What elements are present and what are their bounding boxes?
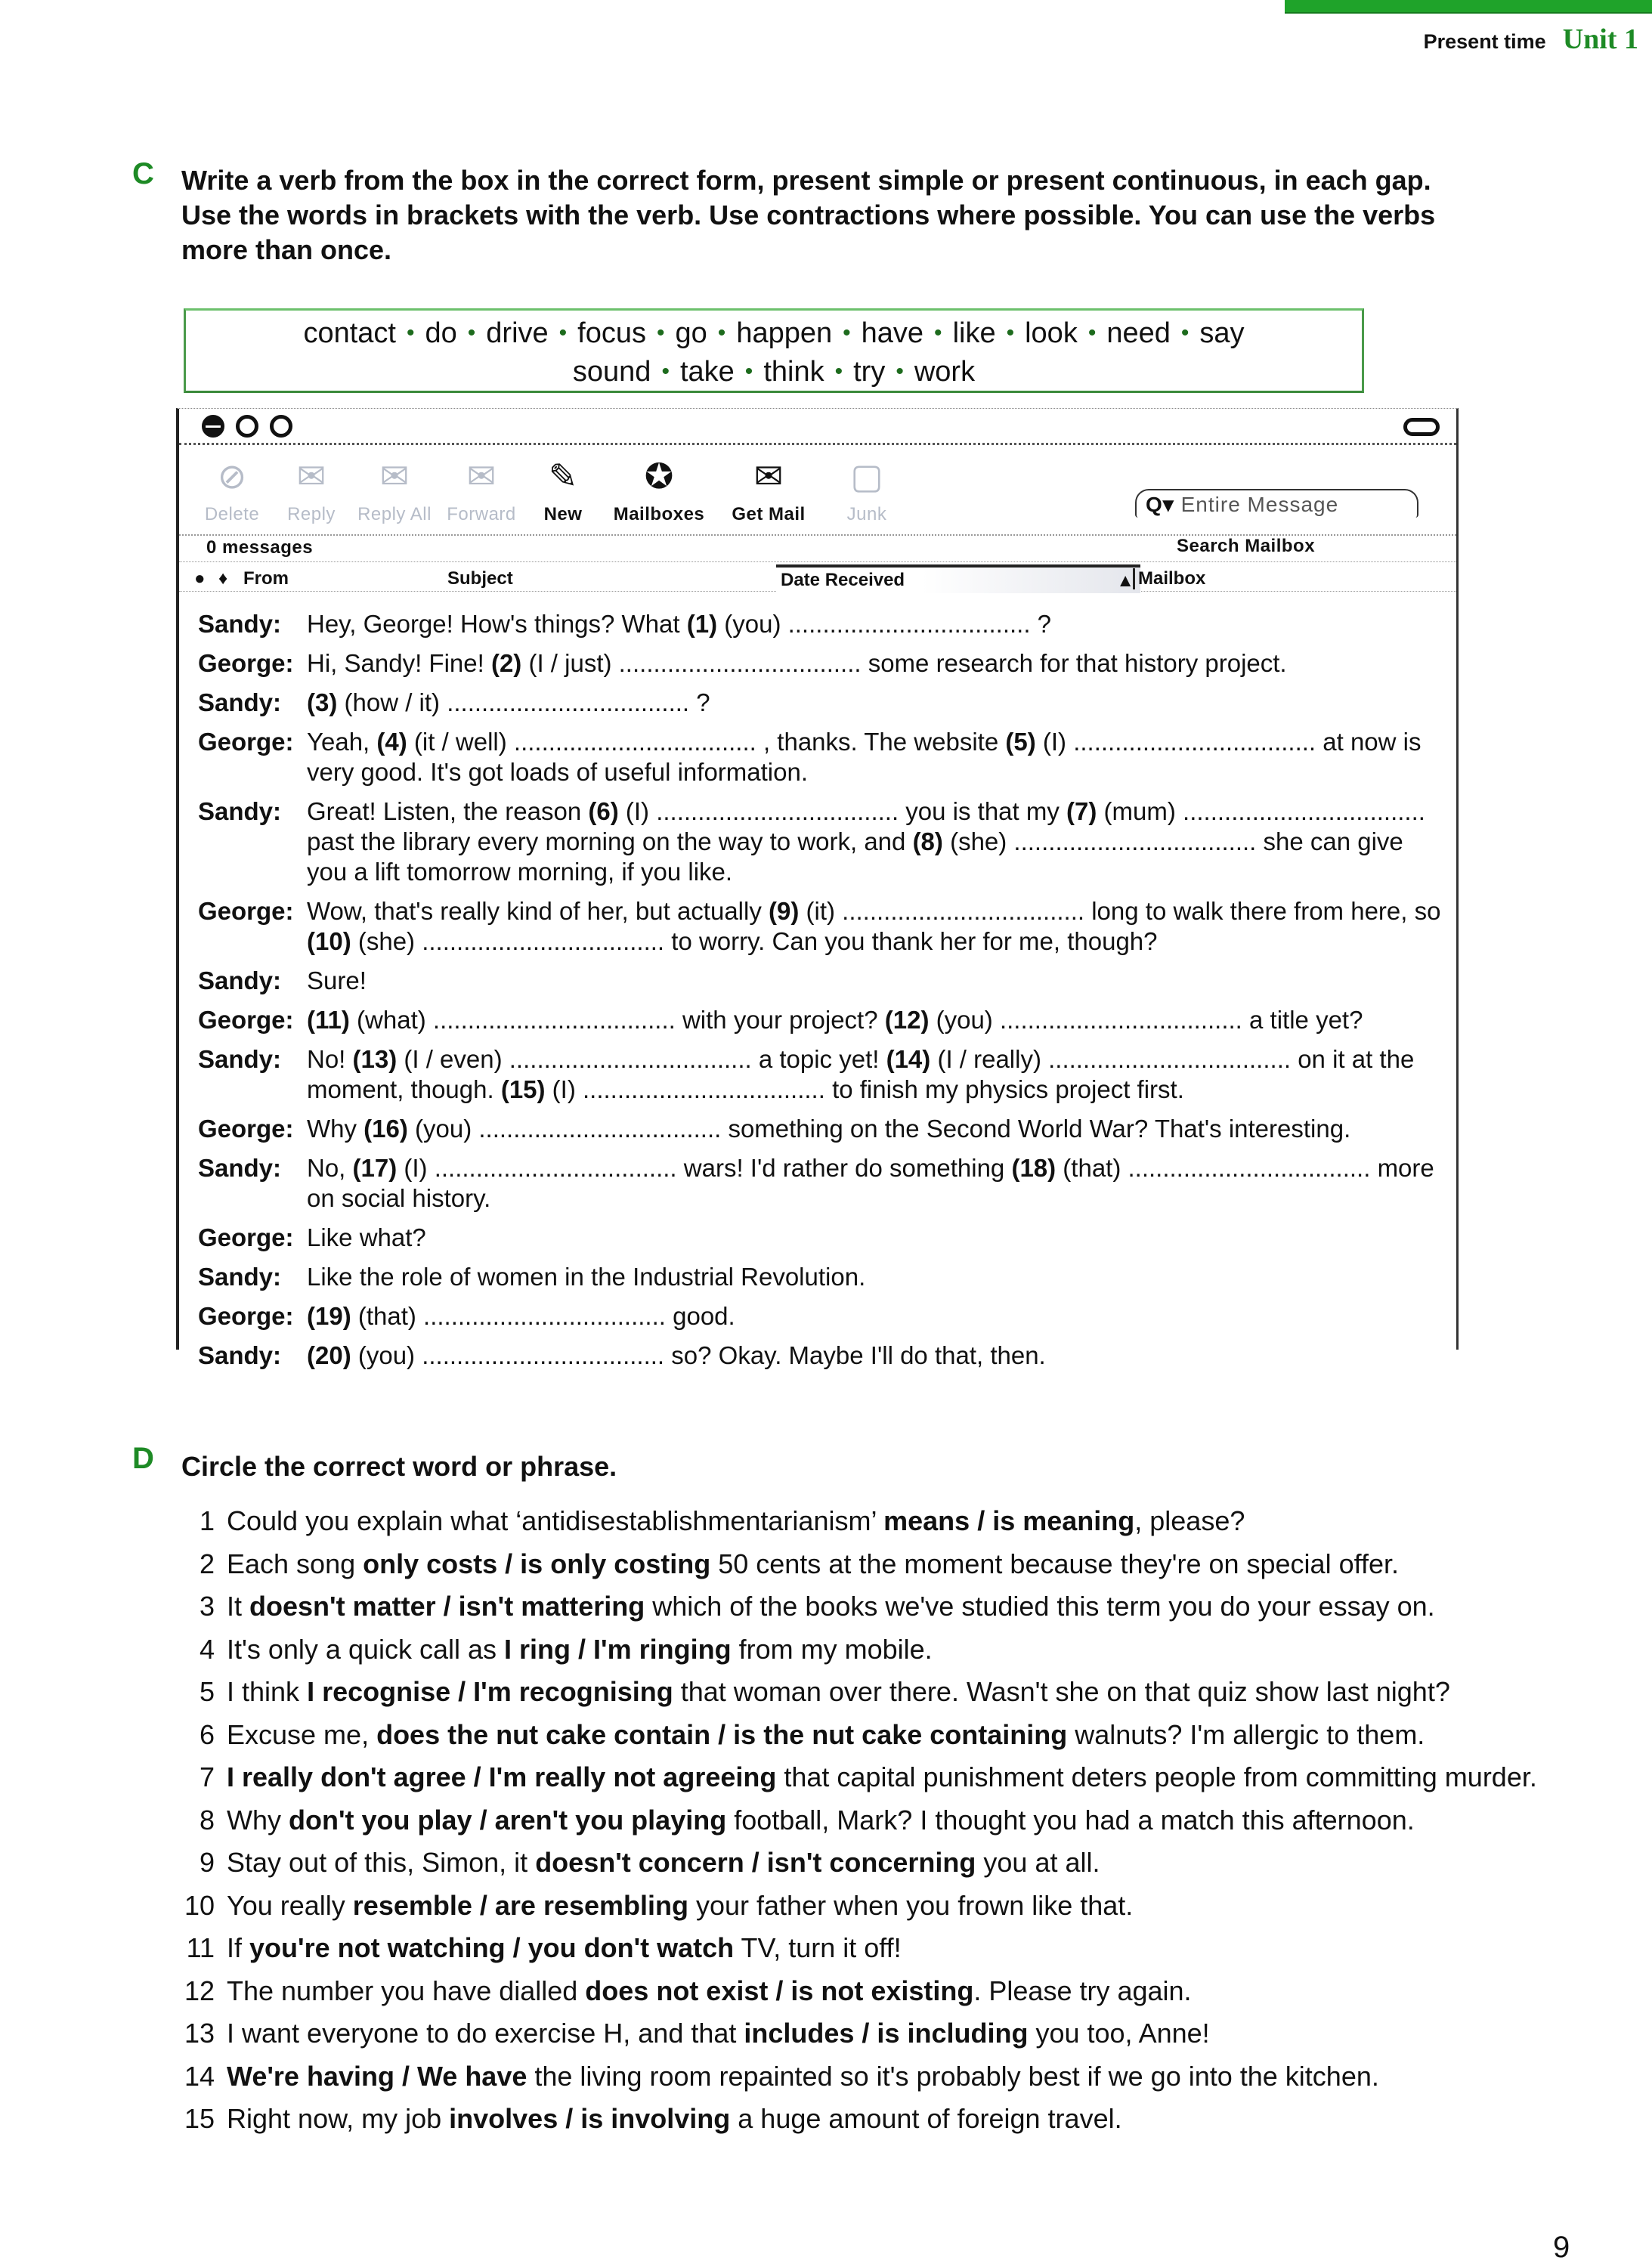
item-number: 2	[199, 1548, 215, 1579]
page-number: 9	[1553, 2231, 1570, 2264]
get-mail-button[interactable]: ✉ Get Mail	[719, 453, 818, 525]
dialogue-line	[198, 966, 1449, 996]
verb-word: drive	[486, 317, 549, 349]
verb-word: focus	[577, 317, 646, 349]
mailboxes-button[interactable]: ✪ Mailboxes	[606, 453, 712, 525]
bullet-separator: •	[467, 320, 476, 345]
speech-text: Hi, Sandy! Fine! (2) (I / just) ................................... some research for that history project.	[307, 649, 1287, 677]
speaker-name: George:	[198, 1115, 294, 1143]
toolbar-toggle-button[interactable]	[1403, 418, 1440, 436]
item-number: 1	[199, 1505, 215, 1536]
item-number: 8	[199, 1804, 215, 1836]
unit-label: Unit 1	[1562, 23, 1638, 55]
running-head	[1424, 23, 1638, 56]
verb-word: try	[853, 356, 886, 388]
verb-word: need	[1106, 317, 1171, 349]
item-number: 6	[199, 1718, 215, 1750]
search-mailbox-label: Search Mailbox	[1177, 536, 1316, 556]
item-number: 7	[199, 1761, 215, 1792]
item-text: Could you explain what ‘antidisestablishmentarianism’ means / is meaning, please?	[227, 1505, 1245, 1536]
item-text: It doesn't matter / isn't mattering which of the books we've studied this term you do your essay on.	[227, 1591, 1435, 1622]
dialogue-line	[198, 1341, 1449, 1371]
speaker-name: George:	[198, 728, 294, 756]
dialogue-line	[198, 609, 1449, 639]
item-text: Stay out of this, Simon, it doesn't concern / isn't concerning you at all.	[227, 1847, 1100, 1878]
item-number: 5	[199, 1676, 215, 1707]
bullet-separator: •	[934, 320, 942, 345]
dialogue-line	[198, 896, 1449, 957]
column-date-received[interactable]: Date Received ▲	[776, 564, 1140, 593]
verb-word: sound	[572, 356, 651, 388]
item-number: 14	[184, 2060, 215, 2092]
delete-icon: ⊘	[217, 456, 247, 496]
dialogue-line	[198, 1262, 1449, 1292]
speaker-name: Sandy:	[198, 688, 282, 716]
dialogue-line	[198, 1114, 1449, 1144]
item-text: Why don't you play / aren't you playing football, Mark? I thought you had a match this afternoon.	[227, 1804, 1415, 1836]
verb-box-row-2	[186, 354, 1362, 392]
exercise-item	[174, 1500, 1537, 1543]
exercise-item	[174, 2055, 1537, 2098]
item-text: You really resemble / are resembling your father when you frown like that.	[227, 1889, 1134, 1921]
speaker-name: Sandy:	[198, 1154, 282, 1182]
speech-text: No, (17) (I) ................................... wars! I'd rather do something (18) (that) ................................... more on social history.	[307, 1154, 1434, 1212]
message-count: 0 messages	[206, 537, 314, 558]
exercise-item	[174, 1714, 1537, 1757]
minimize-window-button[interactable]	[236, 415, 258, 438]
speech-text: Yeah, (4) (it / well) ................................... , thanks. The website (5) (I) ................................... at now is very good. It's got loads of useful information.	[307, 728, 1422, 786]
speaker-name: Sandy:	[198, 610, 282, 638]
bullet-separator: •	[1180, 320, 1190, 345]
reply-all-icon: ✉	[379, 456, 410, 496]
bullet-separator: •	[661, 359, 670, 384]
exercise-d-letter: D	[132, 1442, 154, 1475]
exercise-item	[174, 1628, 1537, 1672]
junk-icon: ▢	[850, 456, 883, 496]
column-mailbox[interactable]: Mailbox	[1133, 568, 1205, 589]
item-number: 12	[184, 1975, 215, 2006]
window-titlebar	[179, 409, 1456, 445]
speaker-name: Sandy:	[198, 1263, 282, 1291]
verb-word: happen	[736, 317, 833, 349]
search-mailbox-input[interactable]: Q▾ Entire Message	[1135, 489, 1418, 518]
speaker-name: Sandy:	[198, 1341, 282, 1369]
verb-word: like	[952, 317, 996, 349]
column-from[interactable]: From	[243, 568, 289, 589]
exercise-item	[174, 1842, 1537, 1885]
speaker-name: George:	[198, 1006, 294, 1034]
item-number: 4	[199, 1633, 215, 1665]
bullet-separator: •	[406, 320, 415, 345]
bullet-separator: •	[896, 359, 904, 384]
speaker-name: George:	[198, 897, 294, 925]
item-text: Right now, my job involves / is involving a huge amount of foreign travel.	[227, 2103, 1122, 2134]
header-color-bar	[1285, 0, 1652, 14]
speech-text: Sure!	[307, 966, 367, 994]
exercise-item	[174, 1585, 1537, 1628]
speech-text: (11) (what) ................................... with your project? (12) (you) ................................... a title yet?	[307, 1006, 1363, 1034]
compose-icon: ✎	[548, 456, 578, 496]
close-window-button[interactable]	[202, 415, 224, 438]
item-text: It's only a quick call as I ring / I'm ringing from my mobile.	[227, 1633, 933, 1665]
junk-button[interactable]: ▢ Junk	[821, 453, 912, 525]
new-message-button[interactable]: ✎ New	[518, 453, 608, 525]
exercise-c-letter: C	[132, 157, 154, 190]
speaker-name: Sandy:	[198, 797, 282, 825]
bullet-separator: •	[657, 320, 665, 345]
speech-text: (3) (how / it) ................................... ?	[307, 688, 710, 716]
reply-button[interactable]: ✉ Reply	[266, 453, 357, 525]
exercise-c-instruction: Write a verb from the box in the correct form, present simple or present continuous, in each gap. Use the words in brackets with the verb. Use contractions where possible. You can use the verbs more than once.	[181, 165, 1436, 265]
verb-word: think	[763, 356, 824, 388]
verb-word: say	[1199, 317, 1245, 349]
item-text: We're having / We have the living room repainted so it's probably best if we go into the kitchen.	[227, 2060, 1379, 2092]
item-text: Excuse me, does the nut cake contain / is the nut cake containing walnuts? I'm allergic to them.	[227, 1718, 1425, 1750]
speaker-name: George:	[198, 1223, 294, 1251]
delete-button[interactable]: ⊘ Delete	[187, 453, 277, 525]
speech-text: (19) (that) ................................... good.	[307, 1302, 735, 1330]
bullet-separator: •	[1006, 320, 1015, 345]
speaker-name: George:	[198, 649, 294, 677]
exercise-item	[174, 1799, 1537, 1842]
dialogue-line	[198, 1044, 1449, 1105]
unread-column-icon[interactable]: ●	[194, 568, 206, 589]
speaker-name: Sandy:	[198, 966, 282, 994]
exercise-item	[174, 1671, 1537, 1714]
dialogue-line	[198, 796, 1449, 887]
verb-box-row-1	[186, 315, 1362, 354]
verb-word: look	[1025, 317, 1078, 349]
exercise-d-list	[174, 1500, 1537, 2141]
dialogue-line	[198, 688, 1449, 718]
verb-word: work	[914, 356, 976, 388]
verb-word: take	[679, 356, 735, 388]
item-text: Each song only costs / is only costing 50 cents at the moment because they're on special offer.	[227, 1548, 1399, 1579]
speech-text: Wow, that's really kind of her, but actually (9) (it) ................................... long to walk there from here, so (10) (she) ................................... to worry. Can you thank her for me, though?	[307, 897, 1441, 955]
bullet-separator: •	[1087, 320, 1097, 345]
exercise-item	[174, 1927, 1537, 1970]
flag-column-icon[interactable]: ♦	[218, 568, 228, 589]
item-number: 11	[186, 1932, 215, 1963]
verb-word: have	[861, 317, 924, 349]
verb-word: contact	[303, 317, 396, 349]
item-text: I really don't agree / I'm really not agreeing that capital punishment deters people from committing murder.	[227, 1761, 1537, 1792]
zoom-window-button[interactable]	[270, 415, 292, 438]
exercise-d-instruction: Circle the correct word or phrase.	[181, 1451, 617, 1482]
forward-icon: ✉	[466, 456, 497, 496]
item-number: 3	[199, 1591, 215, 1622]
exercise-item	[174, 1970, 1537, 2013]
item-text: I want everyone to do exercise H, and that includes / is including you too, Anne!	[227, 2018, 1210, 2049]
speech-text: Like the role of women in the Industrial Revolution.	[307, 1263, 866, 1291]
message-list-header	[179, 561, 1456, 592]
speaker-name: Sandy:	[198, 1045, 282, 1073]
bullet-separator: •	[843, 320, 851, 345]
item-number: 15	[184, 2103, 215, 2134]
forward-button[interactable]: ✉ Forward	[436, 453, 527, 525]
search-icon: Q▾	[1146, 493, 1174, 516]
speech-text: Hey, George! How's things? What (1) (you) ................................... ?	[307, 610, 1052, 638]
exercise-item	[174, 1885, 1537, 1928]
reply-all-button[interactable]: ✉ Reply All	[349, 453, 440, 525]
bullet-separator: •	[744, 359, 753, 384]
item-text: I think I recognise / I'm recognising that woman over there. Wasn't she on that quiz show last night?	[227, 1676, 1450, 1707]
exercise-item	[174, 1756, 1537, 1799]
item-text: If you're not watching / you don't watch TV, turn it off!	[227, 1932, 902, 1963]
sort-ascending-icon: ▲	[1116, 571, 1134, 591]
speech-text: No! (13) (I / even) ................................... a topic yet! (14) (I / really) ................................... on it at the moment, though. (15) (I) ................................... to finish my physics project first.	[307, 1045, 1415, 1103]
speech-text: Great! Listen, the reason (6) (I) ................................... you is that my (7) (mum) ................................... past the library every morning on the way to work, and (8) (she) ................................... she can give you a lift tomorrow morning, if you like.	[307, 797, 1425, 886]
item-number: 13	[184, 2018, 215, 2049]
exercise-item	[174, 1543, 1537, 1586]
item-number: 10	[184, 1889, 215, 1921]
section-title: Present time	[1423, 30, 1546, 53]
get-mail-icon: ✉	[753, 456, 784, 496]
bullet-separator: •	[834, 359, 843, 384]
verb-word: do	[425, 317, 457, 349]
item-number: 9	[199, 1847, 215, 1878]
exercise-item	[174, 2098, 1537, 2141]
dialogue-line	[198, 727, 1449, 787]
speaker-name: George:	[198, 1302, 294, 1330]
mail-window	[176, 408, 1459, 1369]
bullet-separator: •	[558, 320, 568, 345]
exercise-item	[174, 2012, 1537, 2055]
item-text: The number you have dialled does not exist / is not existing. Please try again.	[227, 1975, 1192, 2006]
verb-box	[184, 308, 1364, 393]
column-subject[interactable]: Subject	[447, 568, 513, 589]
mailboxes-icon: ✪	[644, 456, 674, 496]
dialogue-line	[198, 1223, 1449, 1253]
dialogue-line	[198, 1301, 1449, 1331]
speech-text: Why (16) (you) ................................... something on the Second World War? That's interesting.	[307, 1115, 1351, 1143]
reply-icon: ✉	[296, 456, 326, 496]
dialogue-line	[198, 648, 1449, 679]
verb-word: go	[675, 317, 707, 349]
dialogue-line	[198, 1005, 1449, 1035]
dialogue	[198, 609, 1449, 1380]
speech-text: (20) (you) ................................... so? Okay. Maybe I'll do that, then.	[307, 1341, 1046, 1369]
speech-text: Like what?	[307, 1223, 426, 1251]
bullet-separator: •	[717, 320, 726, 345]
dialogue-line	[198, 1153, 1449, 1214]
